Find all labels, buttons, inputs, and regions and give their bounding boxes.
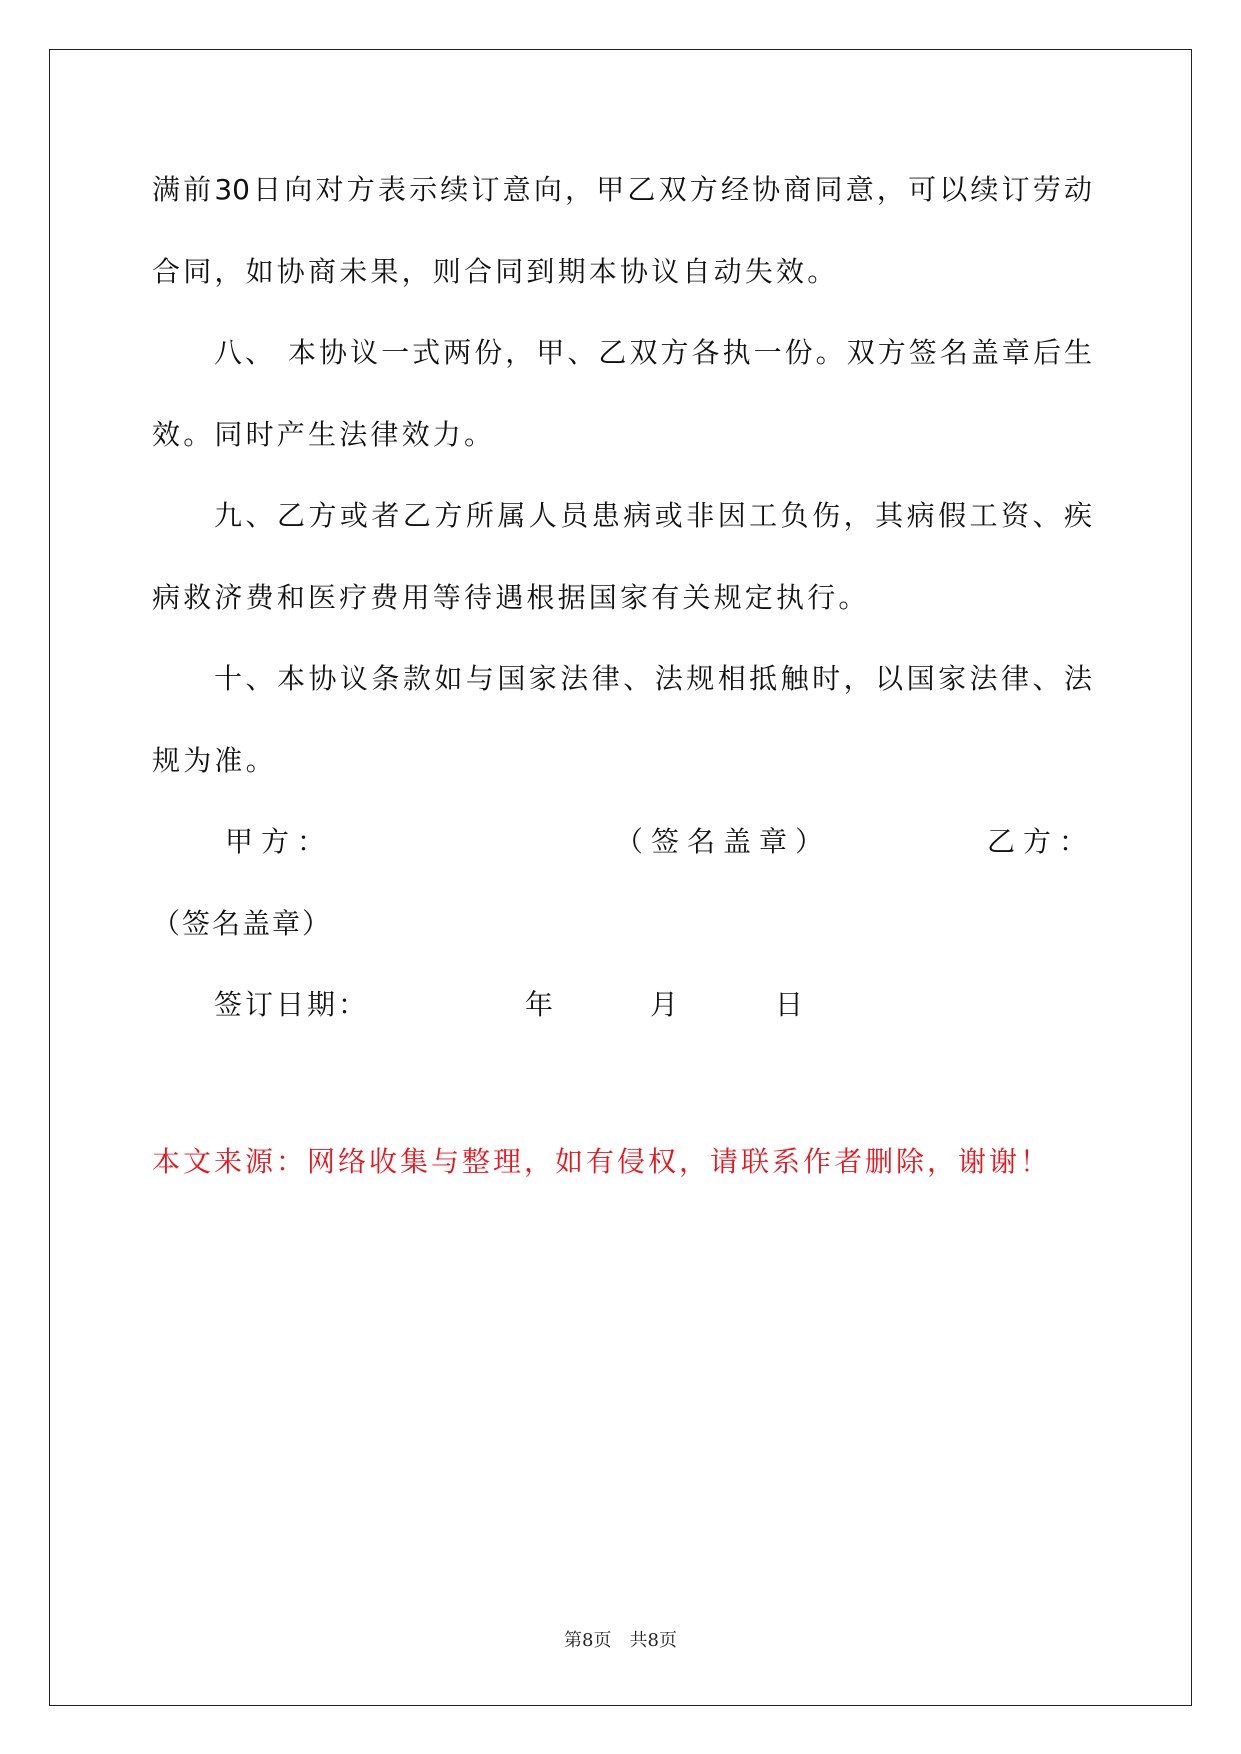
date-month: 月 [650, 988, 679, 1021]
party-a-seal: （签名盖章） [615, 825, 832, 858]
paragraph-9-line-1: 九、乙方或者乙方所属人员患病或非因工负伤，其病假工资、疾 [214, 499, 1092, 532]
page-total: 共8页 [629, 1630, 677, 1651]
paragraph-7-line-2: 合同，如协商未果，则合同到期本协议自动失效。 [152, 255, 839, 288]
party-a-label: 甲方： [225, 825, 334, 858]
page-footer [0, 1629, 1241, 1653]
date-year: 年 [525, 988, 554, 1021]
paragraph-8-line-1: 八、 本协议一式两份，甲、乙双方各执一份。双方签名盖章后生 [214, 336, 1092, 369]
paragraph-9-line-2: 病救济费和医疗费用等待遇根据国家有关规定执行。 [152, 581, 870, 614]
paragraph-7-line-1: 满前30日向对方表示续订意向，甲乙双方经协商同意，可以续订劳动 [152, 173, 1092, 206]
paragraph-8-line-2: 效。同时产生法律效力。 [152, 418, 496, 451]
paragraph-10-line-2: 规为准。 [152, 744, 277, 777]
paragraph-10-line-1: 十、本协议条款如与国家法律、法规相抵触时，以国家法律、法 [214, 662, 1092, 695]
party-b-label: 乙方： [987, 825, 1096, 858]
signing-date-label: 签订日期： [214, 988, 370, 1021]
page-border [49, 49, 1192, 1706]
party-b-seal: （签名盖章） [152, 907, 333, 940]
source-notice: 本文来源：网络收集与整理，如有侵权，请联系作者删除，谢谢！ [152, 1145, 1052, 1178]
page-number: 第8页 [564, 1630, 612, 1651]
date-day: 日 [775, 988, 804, 1021]
